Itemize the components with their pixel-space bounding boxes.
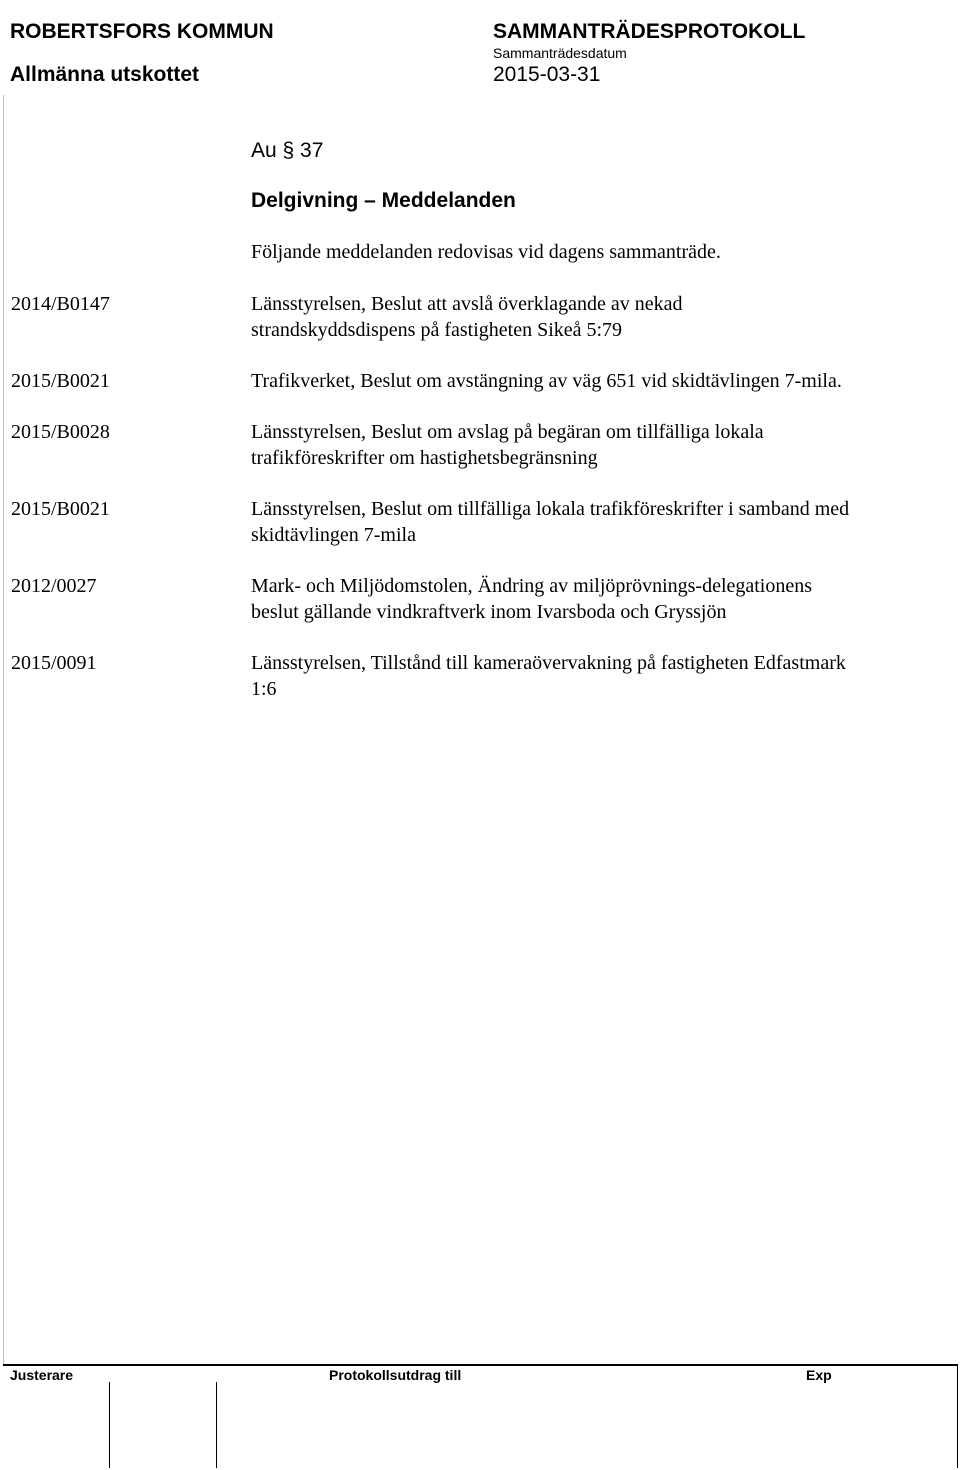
list-item	[0, 291, 960, 343]
message-text: Trafikverket, Beslut om avstängning av väg 651 vid skidtävlingen 7-mila.	[251, 370, 842, 392]
case-reference: 2015/0091	[11, 652, 97, 674]
list-item	[0, 496, 960, 548]
meeting-date: 2015-03-31	[493, 63, 601, 86]
paragraph-number: Au § 37	[251, 139, 324, 162]
signature-box-divider	[109, 1382, 110, 1468]
page-left-border	[3, 95, 4, 1365]
footer-divider	[3, 1364, 958, 1366]
footer-right-border	[957, 1366, 958, 1468]
list-item	[0, 368, 960, 394]
list-item	[0, 650, 960, 702]
message-text: Länsstyrelsen, Beslut om tillfälliga lokala trafikföreskrifter i samband med skidtävlingen 7-mila	[251, 498, 850, 546]
list-item	[0, 573, 960, 625]
case-reference: 2014/B0147	[11, 293, 110, 315]
section-title: Delgivning – Meddelanden	[251, 189, 516, 212]
section-intro: Följande meddelanden redovisas vid dagens sammanträde.	[251, 241, 721, 263]
list-item	[0, 419, 960, 471]
message-text: Länsstyrelsen, Beslut att avslå överklagande av nekad strandskyddsdispens på fastigheten Sikeå 5:79	[251, 293, 683, 341]
case-reference: 2015/B0021	[11, 370, 110, 392]
message-list	[0, 291, 960, 727]
exp-label: Exp	[806, 1367, 832, 1383]
committee-name: Allmänna utskottet	[10, 63, 200, 86]
case-reference: 2015/B0021	[11, 498, 110, 520]
extract-recipients-label: Protokollsutdrag till	[329, 1367, 462, 1383]
case-reference: 2012/0027	[11, 575, 97, 597]
signature-box-divider	[216, 1382, 217, 1468]
organization-name: ROBERTSFORS KOMMUN	[10, 20, 274, 43]
message-text: Mark- och Miljödomstolen, Ändring av miljöprövnings-delegationens beslut gällande vindkraftverk inom Ivarsboda och Gryssjön	[251, 575, 813, 623]
document-type: SAMMANTRÄDESPROTOKOLL	[493, 20, 806, 43]
signature-footer	[0, 1362, 960, 1470]
case-reference: 2015/B0028	[11, 421, 110, 443]
meeting-date-label: Sammanträdesdatum	[493, 45, 627, 61]
message-text: Länsstyrelsen, Tillstånd till kameraövervakning på fastigheten Edfastmark 1:6	[251, 652, 846, 700]
message-text: Länsstyrelsen, Beslut om avslag på begäran om tillfälliga lokala trafikföreskrifter om hastighetsbegränsning	[251, 421, 764, 469]
justerare-label: Justerare	[10, 1367, 74, 1383]
